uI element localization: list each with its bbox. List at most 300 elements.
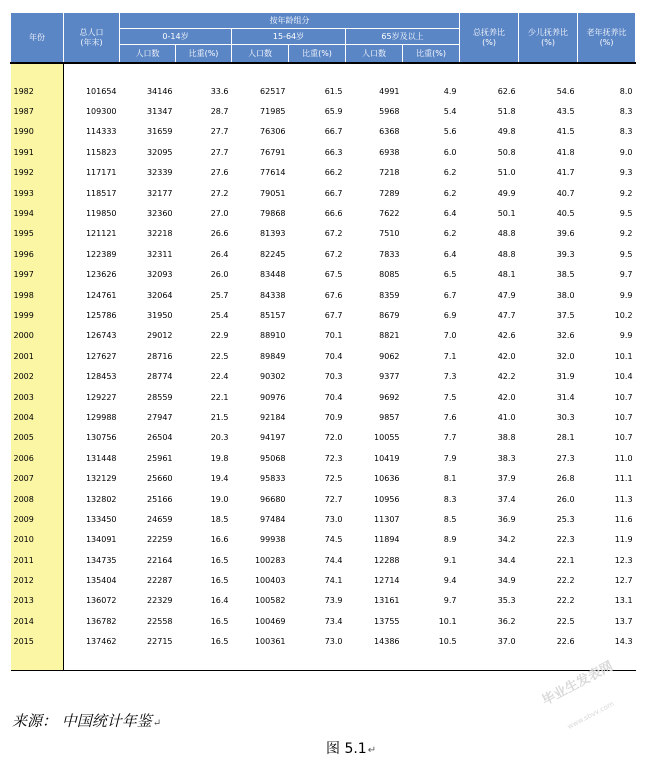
- cell-total-dependency: 36.2: [497, 616, 516, 626]
- header-age-group: 按年龄组分: [120, 13, 460, 29]
- table-row: [11, 468, 636, 488]
- cell-proportion-15-64: 72.7: [324, 494, 343, 504]
- cell-total-dependency: 42.0: [497, 351, 516, 361]
- cell-child-dependency: 31.4: [556, 392, 575, 402]
- cell-child-dependency: 22.2: [556, 576, 575, 586]
- cell-year: 1991: [11, 142, 64, 162]
- cell-proportion-65-plus: 7.3: [443, 372, 457, 382]
- watermark-url: www.sbvv.com: [566, 699, 616, 732]
- cell-total-dependency: 38.8: [497, 433, 516, 443]
- cell-old-dependency: 10.2: [614, 310, 633, 320]
- cell-total-population: 114333: [85, 127, 117, 137]
- cell-child-dependency: 39.6: [556, 229, 575, 239]
- table-filler-row: [11, 652, 636, 671]
- cell-population-0-14: 22259: [147, 535, 173, 545]
- cell-total-dependency: 42.6: [497, 331, 516, 341]
- cell-population-15-64: 85157: [260, 310, 286, 320]
- cell-child-dependency: 22.1: [556, 555, 575, 565]
- cell-old-dependency: 9.5: [619, 209, 633, 219]
- cell-total-dependency: 49.8: [497, 127, 516, 137]
- cell-population-15-64: 77614: [260, 168, 286, 178]
- cell-old-dependency: 10.7: [614, 392, 633, 402]
- cell-proportion-65-plus: 9.7: [443, 596, 457, 606]
- table-row: [11, 244, 636, 264]
- cell-proportion-0-14: 19.4: [210, 474, 229, 484]
- cell-year: 1998: [11, 285, 64, 305]
- cell-proportion-15-64: 72.0: [324, 433, 343, 443]
- cell-total-dependency: 47.9: [497, 290, 516, 300]
- cell-population-65-plus: 9692: [379, 392, 400, 402]
- cell-total-population: 135404: [85, 576, 117, 586]
- table-row: [11, 224, 636, 244]
- table-row: [11, 203, 636, 223]
- cell-population-15-64: 100582: [254, 596, 286, 606]
- cell-total-population: 127627: [85, 351, 117, 361]
- cell-population-0-14: 22715: [147, 637, 173, 647]
- cell-total-dependency: 48.1: [497, 270, 516, 280]
- cell-population-65-plus: 9857: [379, 412, 400, 422]
- cell-population-65-plus: 10636: [374, 474, 400, 484]
- cell-population-0-14: 25660: [147, 474, 173, 484]
- cell-population-15-64: 97484: [260, 514, 286, 524]
- cell-total-population: 119850: [85, 209, 117, 219]
- header-old-dependency: 老年抚养比 (%): [578, 13, 636, 64]
- cell-population-15-64: 94197: [260, 433, 286, 443]
- cell-proportion-15-64: 66.3: [324, 147, 343, 157]
- table-row: [11, 81, 636, 101]
- return-mark-icon: ↵: [367, 745, 377, 756]
- cell-population-65-plus: 8821: [379, 331, 400, 341]
- cell-population-65-plus: 8679: [379, 310, 400, 320]
- cell-population-65-plus: 10956: [374, 494, 400, 504]
- statistics-table-frame: [10, 12, 635, 671]
- cell-old-dependency: 11.0: [614, 453, 633, 463]
- cell-population-0-14: 26504: [147, 433, 173, 443]
- cell-proportion-65-plus: 7.5: [443, 392, 457, 402]
- cell-child-dependency: 40.5: [556, 209, 575, 219]
- header-group-15-64: 15-64岁: [232, 29, 346, 45]
- table-row: [11, 346, 636, 366]
- cell-proportion-65-plus: 6.9: [443, 310, 457, 320]
- cell-proportion-0-14: 22.9: [210, 331, 229, 341]
- cell-proportion-0-14: 27.7: [210, 127, 229, 137]
- cell-proportion-65-plus: 6.5: [443, 270, 457, 280]
- cell-year: 1999: [11, 305, 64, 325]
- cell-proportion-15-64: 74.5: [324, 535, 343, 545]
- cell-old-dependency: 10.1: [614, 351, 633, 361]
- cell-child-dependency: 38.5: [556, 270, 575, 280]
- cell-total-population: 115823: [85, 147, 117, 157]
- source-caption: [12, 710, 161, 731]
- cell-total-population: 136782: [85, 616, 117, 626]
- cell-population-15-64: 76306: [260, 127, 286, 137]
- cell-old-dependency: 9.9: [619, 290, 633, 300]
- cell-proportion-65-plus: 5.4: [443, 107, 457, 117]
- cell-proportion-15-64: 66.6: [324, 209, 343, 219]
- cell-population-0-14: 31950: [147, 310, 173, 320]
- table-spacer-row: [11, 63, 636, 81]
- table-row: [11, 163, 636, 183]
- table-row: [11, 285, 636, 305]
- cell-population-65-plus: 13161: [374, 596, 400, 606]
- cell-proportion-15-64: 70.9: [324, 412, 343, 422]
- cell-proportion-0-14: 22.1: [210, 392, 229, 402]
- cell-year: 1982: [11, 81, 64, 101]
- cell-year: 1995: [11, 224, 64, 244]
- cell-total-population: 129227: [85, 392, 117, 402]
- cell-proportion-65-plus: 5.6: [443, 127, 457, 137]
- cell-year: 2008: [11, 489, 64, 509]
- cell-population-15-64: 90976: [260, 392, 286, 402]
- cell-total-population: 121121: [85, 229, 117, 239]
- cell-population-15-64: 90302: [260, 372, 286, 382]
- cell-old-dependency: 8.3: [619, 107, 633, 117]
- cell-proportion-0-14: 22.4: [210, 372, 229, 382]
- table-row: [11, 448, 636, 468]
- cell-population-65-plus: 8085: [379, 270, 400, 280]
- cell-year: 1996: [11, 244, 64, 264]
- cell-population-65-plus: 4991: [379, 86, 400, 96]
- figure-caption: [326, 738, 376, 758]
- cell-population-15-64: 83448: [260, 270, 286, 280]
- cell-total-dependency: 34.4: [497, 555, 516, 565]
- cell-proportion-65-plus: 6.7: [443, 290, 457, 300]
- cell-total-dependency: 37.4: [497, 494, 516, 504]
- cell-population-15-64: 88910: [260, 331, 286, 341]
- cell-year: 2005: [11, 428, 64, 448]
- cell-population-0-14: 24659: [147, 514, 173, 524]
- cell-child-dependency: 41.5: [556, 127, 575, 137]
- cell-total-population: 101654: [85, 86, 117, 96]
- cell-proportion-0-14: 16.4: [210, 596, 229, 606]
- cell-child-dependency: 30.3: [556, 412, 575, 422]
- cell-old-dependency: 11.3: [614, 494, 633, 504]
- cell-proportion-0-14: 25.7: [210, 290, 229, 300]
- cell-population-15-64: 92184: [260, 412, 286, 422]
- cell-population-65-plus: 11894: [374, 535, 400, 545]
- cell-proportion-0-14: 16.5: [210, 555, 229, 565]
- cell-old-dependency: 9.3: [619, 168, 633, 178]
- cell-population-65-plus: 12714: [374, 576, 400, 586]
- cell-total-population: 109300: [85, 107, 117, 117]
- cell-proportion-65-plus: 6.4: [443, 209, 457, 219]
- cell-total-dependency: 34.9: [497, 576, 516, 586]
- cell-total-population: 126743: [85, 331, 117, 341]
- cell-child-dependency: 22.3: [556, 535, 575, 545]
- cell-proportion-65-plus: 8.5: [443, 514, 457, 524]
- cell-old-dependency: 10.7: [614, 412, 633, 422]
- cell-old-dependency: 13.7: [614, 616, 633, 626]
- cell-proportion-15-64: 66.2: [324, 168, 343, 178]
- cell-child-dependency: 22.6: [556, 637, 575, 647]
- cell-population-65-plus: 6368: [379, 127, 400, 137]
- cell-population-0-14: 28716: [147, 351, 173, 361]
- cell-proportion-15-64: 67.2: [324, 229, 343, 239]
- cell-child-dependency: 41.7: [556, 168, 575, 178]
- cell-total-population: 122389: [85, 249, 117, 259]
- cell-proportion-15-64: 65.9: [324, 107, 343, 117]
- cell-population-0-14: 27947: [147, 412, 173, 422]
- cell-proportion-0-14: 21.5: [210, 412, 229, 422]
- cell-total-dependency: 48.8: [497, 229, 516, 239]
- table-row: [11, 632, 636, 652]
- header-group-0-14: 0-14岁: [120, 29, 232, 45]
- cell-year: 2007: [11, 468, 64, 488]
- cell-population-15-64: 95833: [260, 474, 286, 484]
- cell-total-dependency: 49.9: [497, 188, 516, 198]
- header-year: 年份: [11, 13, 64, 64]
- cell-population-0-14: 28774: [147, 372, 173, 382]
- year-filler-cell: [11, 652, 64, 671]
- cell-population-0-14: 32360: [147, 209, 173, 219]
- cell-total-population: 134091: [85, 535, 117, 545]
- cell-proportion-65-plus: 9.1: [443, 555, 457, 565]
- cell-proportion-65-plus: 9.4: [443, 576, 457, 586]
- cell-proportion-0-14: 18.5: [210, 514, 229, 524]
- header-population-15-64: 人口数: [232, 45, 289, 64]
- cell-population-15-64: 96680: [260, 494, 286, 504]
- cell-population-0-14: 22558: [147, 616, 173, 626]
- cell-year: 2013: [11, 591, 64, 611]
- cell-old-dependency: 9.0: [619, 147, 633, 157]
- cell-population-15-64: 76791: [260, 147, 286, 157]
- cell-child-dependency: 31.9: [556, 372, 575, 382]
- table-row: [11, 183, 636, 203]
- cell-population-65-plus: 9062: [379, 351, 400, 361]
- cell-population-0-14: 22164: [147, 555, 173, 565]
- cell-child-dependency: 26.8: [556, 474, 575, 484]
- cell-proportion-65-plus: 8.3: [443, 494, 457, 504]
- cell-population-15-64: 81393: [260, 229, 286, 239]
- cell-old-dependency: 9.5: [619, 249, 633, 259]
- cell-child-dependency: 41.8: [556, 147, 575, 157]
- population-statistics-table: [10, 12, 636, 671]
- cell-population-65-plus: 7833: [379, 249, 400, 259]
- cell-proportion-15-64: 73.9: [324, 596, 343, 606]
- cell-year: 1990: [11, 122, 64, 142]
- cell-old-dependency: 9.2: [619, 188, 633, 198]
- cell-child-dependency: 28.1: [556, 433, 575, 443]
- cell-total-population: 129988: [85, 412, 117, 422]
- cell-population-65-plus: 6938: [379, 147, 400, 157]
- header-child-dependency: 少儿抚养比 (%): [519, 13, 578, 64]
- cell-proportion-65-plus: 6.2: [443, 168, 457, 178]
- cell-proportion-65-plus: 6.4: [443, 249, 457, 259]
- cell-proportion-0-14: 25.4: [210, 310, 229, 320]
- header-proportion-65-plus: 比重(%): [403, 45, 460, 64]
- cell-proportion-65-plus: 7.0: [443, 331, 457, 341]
- cell-proportion-0-14: 27.2: [210, 188, 229, 198]
- cell-proportion-15-64: 74.1: [324, 576, 343, 586]
- cell-population-0-14: 32311: [147, 249, 173, 259]
- cell-old-dependency: 14.3: [614, 637, 633, 647]
- cell-total-population: 117171: [85, 168, 117, 178]
- cell-old-dependency: 8.3: [619, 127, 633, 137]
- cell-proportion-0-14: 27.6: [210, 168, 229, 178]
- cell-proportion-0-14: 26.4: [210, 249, 229, 259]
- cell-proportion-15-64: 67.5: [324, 270, 343, 280]
- cell-total-dependency: 35.3: [497, 596, 516, 606]
- cell-child-dependency: 43.5: [556, 107, 575, 117]
- cell-population-0-14: 32093: [147, 270, 173, 280]
- cell-proportion-0-14: 16.6: [210, 535, 229, 545]
- cell-old-dependency: 12.3: [614, 555, 633, 565]
- cell-proportion-15-64: 67.7: [324, 310, 343, 320]
- cell-total-dependency: 51.0: [497, 168, 516, 178]
- cell-child-dependency: 54.6: [556, 86, 575, 96]
- cell-total-dependency: 38.3: [497, 453, 516, 463]
- cell-population-0-14: 29012: [147, 331, 173, 341]
- cell-population-0-14: 32339: [147, 168, 173, 178]
- cell-old-dependency: 12.7: [614, 576, 633, 586]
- cell-old-dependency: 9.9: [619, 331, 633, 341]
- header-proportion-15-64: 比重(%): [289, 45, 346, 64]
- cell-population-15-64: 95068: [260, 453, 286, 463]
- cell-proportion-15-64: 70.4: [324, 351, 343, 361]
- table-row: [11, 428, 636, 448]
- cell-proportion-65-plus: 7.1: [443, 351, 457, 361]
- cell-population-65-plus: 7510: [379, 229, 400, 239]
- cell-population-15-64: 82245: [260, 249, 286, 259]
- cell-child-dependency: 37.5: [556, 310, 575, 320]
- cell-population-15-64: 79868: [260, 209, 286, 219]
- cell-population-0-14: 34146: [147, 86, 173, 96]
- return-mark-icon: ↵: [152, 718, 162, 729]
- cell-proportion-0-14: 19.8: [210, 453, 229, 463]
- cell-old-dependency: 11.9: [614, 535, 633, 545]
- cell-total-dependency: 50.8: [497, 147, 516, 157]
- cell-proportion-65-plus: 7.6: [443, 412, 457, 422]
- cell-proportion-15-64: 70.4: [324, 392, 343, 402]
- cell-population-15-64: 100283: [254, 555, 286, 565]
- cell-proportion-65-plus: 7.7: [443, 433, 457, 443]
- cell-population-65-plus: 7218: [379, 168, 400, 178]
- cell-total-population: 136072: [85, 596, 117, 606]
- cell-population-15-64: 100469: [254, 616, 286, 626]
- cell-year: 1987: [11, 101, 64, 121]
- cell-child-dependency: 27.3: [556, 453, 575, 463]
- cell-total-population: 125786: [85, 310, 117, 320]
- cell-proportion-15-64: 67.6: [324, 290, 343, 300]
- cell-year: 1992: [11, 163, 64, 183]
- cell-old-dependency: 11.1: [614, 474, 633, 484]
- cell-proportion-65-plus: 8.1: [443, 474, 457, 484]
- cell-population-65-plus: 14386: [374, 637, 400, 647]
- cell-proportion-65-plus: 8.9: [443, 535, 457, 545]
- cell-population-15-64: 99938: [260, 535, 286, 545]
- cell-total-population: 133450: [85, 514, 117, 524]
- cell-year: 2000: [11, 326, 64, 346]
- cell-year: 2003: [11, 387, 64, 407]
- cell-population-65-plus: 9377: [379, 372, 400, 382]
- cell-old-dependency: 9.2: [619, 229, 633, 239]
- cell-total-population: 132129: [85, 474, 117, 484]
- cell-population-0-14: 32218: [147, 229, 173, 239]
- table-row: [11, 387, 636, 407]
- header-group-65-plus: 65岁及以上: [346, 29, 460, 45]
- cell-population-65-plus: 7622: [379, 209, 400, 219]
- cell-proportion-0-14: 33.6: [210, 86, 229, 96]
- table-row: [11, 509, 636, 529]
- cell-total-population: 132802: [85, 494, 117, 504]
- cell-proportion-0-14: 20.3: [210, 433, 229, 443]
- cell-proportion-15-64: 70.1: [324, 331, 343, 341]
- cell-old-dependency: 11.6: [614, 514, 633, 524]
- cell-old-dependency: 8.0: [619, 86, 633, 96]
- cell-proportion-0-14: 19.0: [210, 494, 229, 504]
- cell-proportion-15-64: 73.0: [324, 514, 343, 524]
- table-row: [11, 407, 636, 427]
- cell-population-65-plus: 7289: [379, 188, 400, 198]
- cell-year: 2002: [11, 366, 64, 386]
- cell-population-0-14: 25166: [147, 494, 173, 504]
- cell-population-65-plus: 12288: [374, 555, 400, 565]
- figure-caption-text: 图 5.1: [326, 741, 367, 757]
- cell-proportion-0-14: 22.5: [210, 351, 229, 361]
- cell-year: 2004: [11, 407, 64, 427]
- cell-proportion-65-plus: 10.5: [438, 637, 457, 647]
- cell-year: 2015: [11, 632, 64, 652]
- cell-population-65-plus: 10419: [374, 453, 400, 463]
- cell-total-dependency: 34.2: [497, 535, 516, 545]
- header-proportion-0-14: 比重(%): [176, 45, 232, 64]
- cell-proportion-0-14: 26.6: [210, 229, 229, 239]
- cell-total-dependency: 42.0: [497, 392, 516, 402]
- cell-proportion-65-plus: 7.9: [443, 453, 457, 463]
- cell-total-dependency: 37.9: [497, 474, 516, 484]
- cell-proportion-15-64: 67.2: [324, 249, 343, 259]
- cell-proportion-0-14: 16.5: [210, 637, 229, 647]
- cell-proportion-0-14: 27.7: [210, 147, 229, 157]
- cell-child-dependency: 26.0: [556, 494, 575, 504]
- table-row: [11, 101, 636, 121]
- cell-population-65-plus: 13755: [374, 616, 400, 626]
- cell-child-dependency: 22.2: [556, 596, 575, 606]
- table-row: [11, 489, 636, 509]
- cell-population-15-64: 100403: [254, 576, 286, 586]
- cell-population-15-64: 71985: [260, 107, 286, 117]
- table-row: [11, 265, 636, 285]
- cell-proportion-65-plus: 10.1: [438, 616, 457, 626]
- table-row: [11, 591, 636, 611]
- cell-population-0-14: 25961: [147, 453, 173, 463]
- cell-population-15-64: 84338: [260, 290, 286, 300]
- cell-total-dependency: 36.9: [497, 514, 516, 524]
- cell-year: 2014: [11, 611, 64, 631]
- table-row: [11, 570, 636, 590]
- cell-total-population: 124761: [85, 290, 117, 300]
- filler-cell: [64, 652, 636, 671]
- cell-total-dependency: 48.8: [497, 249, 516, 259]
- watermark-text: 毕业生发表网: [539, 658, 616, 709]
- cell-total-dependency: 62.6: [497, 86, 516, 96]
- cell-total-population: 137462: [85, 637, 117, 647]
- cell-proportion-0-14: 16.5: [210, 576, 229, 586]
- cell-proportion-65-plus: 6.2: [443, 188, 457, 198]
- source-caption-text: 来源： 中国统计年鉴: [12, 712, 152, 730]
- cell-proportion-65-plus: 6.2: [443, 229, 457, 239]
- cell-child-dependency: 25.3: [556, 514, 575, 524]
- cell-total-population: 123626: [85, 270, 117, 280]
- header-total-population: 总人口 (年末): [64, 13, 120, 64]
- cell-total-population: 128453: [85, 372, 117, 382]
- cell-population-15-64: 62517: [260, 86, 286, 96]
- cell-total-dependency: 50.1: [497, 209, 516, 219]
- cell-proportion-15-64: 61.5: [324, 86, 343, 96]
- cell-population-0-14: 32095: [147, 147, 173, 157]
- header-population-0-14: 人口数: [120, 45, 176, 64]
- cell-population-0-14: 31659: [147, 127, 173, 137]
